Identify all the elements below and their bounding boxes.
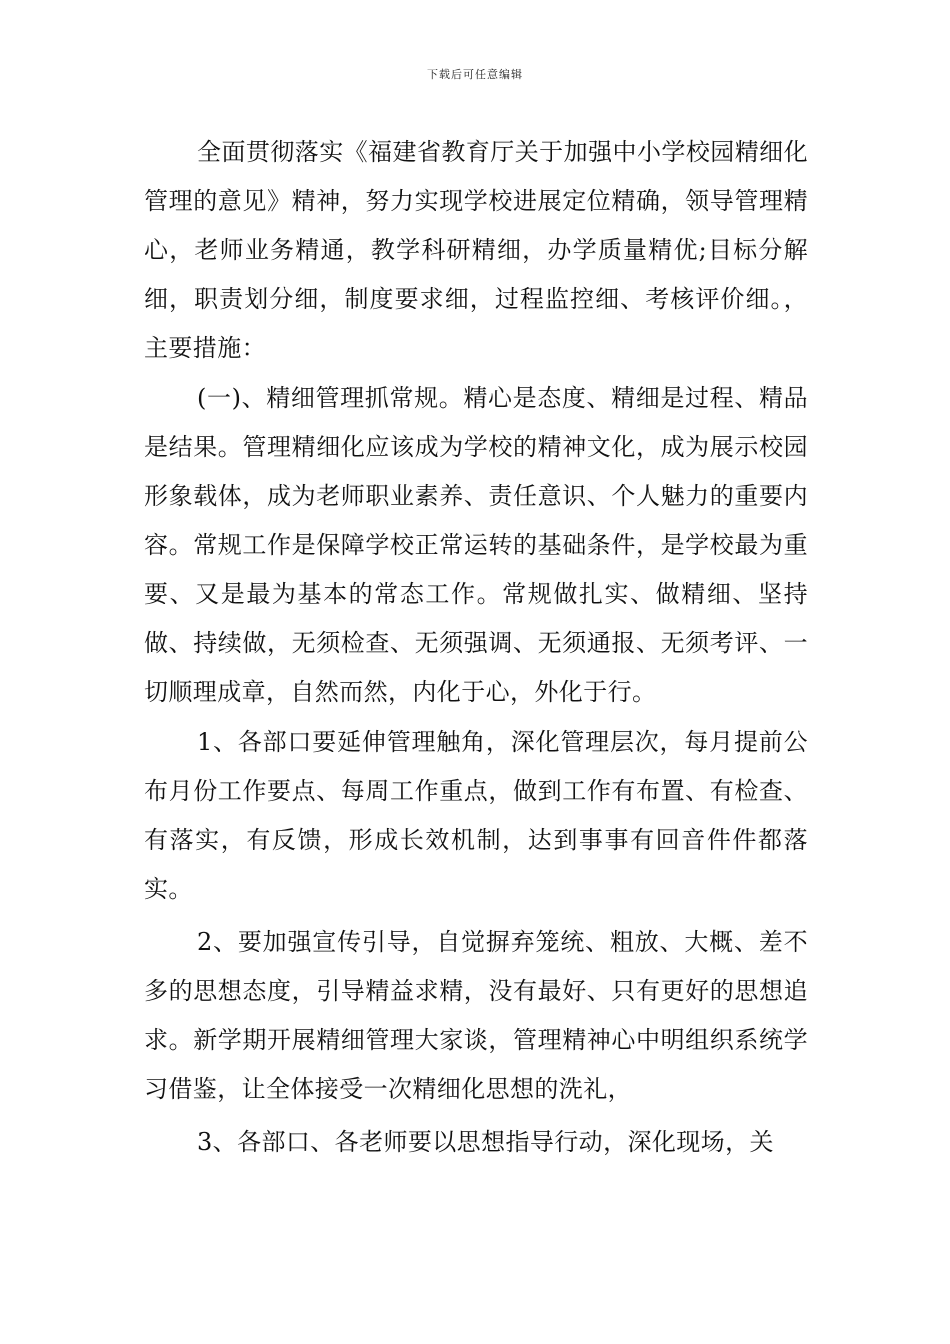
paragraph-item-2: 2、要加强宣传引导，自觉摒弃笼统、粗放、大概、差不多的思想态度，引导精益求精，没有最好、只有更好的思想追求。新学期开展精细管理大家谈，管理精神心中明组织系统学习借鉴，让全体接受一次精细化思想的洗礼， [144,928,808,1103]
document-body [144,128,808,1168]
header-note: 下载后可任意编辑 [427,68,523,81]
paragraph-section-1: (一)、精细管理抓常规。精心是态度、精细是过程、精品是结果。管理精细化应该成为学校的精神文化，成为展示校园形象载体，成为老师职业素养、责任意识、个人魅力的重要内容。常规工作是保障学校正常运转的基础条件，是学校最为重要、又是最为基本的常态工作。常规做扎实、做精细、坚持做、持续做，无须检查、无须强调、无须通报、无须考评、一切顺理成章，自然而然，内化于心，外化于行。 [144,384,808,706]
paragraph-item-1: 1、各部口要延伸管理触角，深化管理层次，每月提前公布月份工作要点、每周工作重点，做到工作有布置、有检查、有落实，有反馈，形成长效机制，达到事事有回音件件都落实。 [144,728,808,903]
paragraph-item-3: 3、各部口、各老师要以思想指导行动，深化现场，关 [197,1128,774,1156]
paragraph-intro: 全面贯彻落实《福建省教育厅关于加强中小学校园精细化管理的意见》精神，努力实现学校进展定位精确，领导管理精心，老师业务精通，教学科研精细，办学质量精优;目标分解细，职责划分细，制度要求细，过程监控细、考核评价细。，主要措施： [144,138,808,362]
